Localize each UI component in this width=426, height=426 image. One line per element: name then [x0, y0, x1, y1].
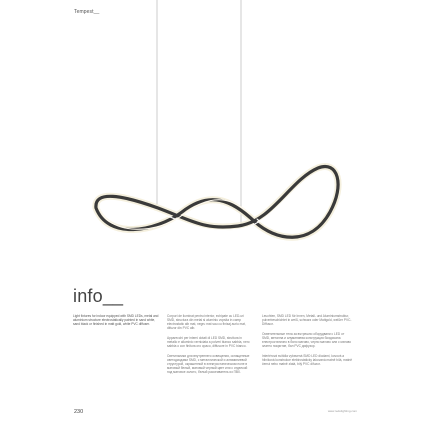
footer-website: www.redolighting.com: [327, 409, 357, 413]
info-heading: info__: [73, 286, 124, 306]
description-paragraph: Светильники для внутреннего освещения, оснащенные светодиодами SMD, с металлической и алюминиевой структурой, окрашенной в электростатическом поле в матовый белый, матовый черный цвет или с отделкой под матовое золото, белый рассеиватель из ПВХ.: [167, 354, 250, 374]
page-number: 230: [74, 409, 84, 415]
description-paragraph: Осветительные тела за вътрешно оборудвани с LED от SMD, метална и алуминиева конструкция боядисана електростатично в бяло матово, черно матово или с матово златно покритие, бял PVC дифузор.: [262, 332, 352, 348]
description-paragraph: Apparecchi per interni dotati di LED SMD, struttura in metallo e alluminio verniciata a polveri bianco sabbia, nero sabbia o con finitura oro opaco, diffusore in PVC bianco.: [167, 336, 250, 348]
description-paragraph: Corpuri de iluminat pentru interior, echipate cu LED-uri SMD, structura din metal si aluminiu vopsita in camp electrostatic alb mat, negru mat sau cu finisaj auriu mat, difuzor din PVC alb.: [167, 314, 246, 330]
series-title: Tempest__: [74, 9, 100, 15]
description-paragraph: Light fixtures for indoor equipped with SMD LEDs, metal and aluminium structure electrostatically painted in sand white, sand black or finished in matt gold, white PVC diffuser.: [73, 314, 159, 326]
description-column-middle: [167, 314, 252, 380]
description-column-right: [262, 314, 352, 372]
description-english: [73, 314, 159, 332]
description-paragraph: Interiérová svítidla vybavená SMD LED diodami, kovová a hliníková konstrukce elektrostaticky lakovaná matně bílá, matně černá nebo matně zlatá, bílý PVC difuzor.: [262, 354, 353, 366]
description-paragraph: Leuchten, SMD LED für Innen, Metall- und Aluminiumstruktur, pulverbeschichtet in weiß, schwarz oder Mattgold, weißer PVC-Diffusor.: [262, 314, 352, 326]
